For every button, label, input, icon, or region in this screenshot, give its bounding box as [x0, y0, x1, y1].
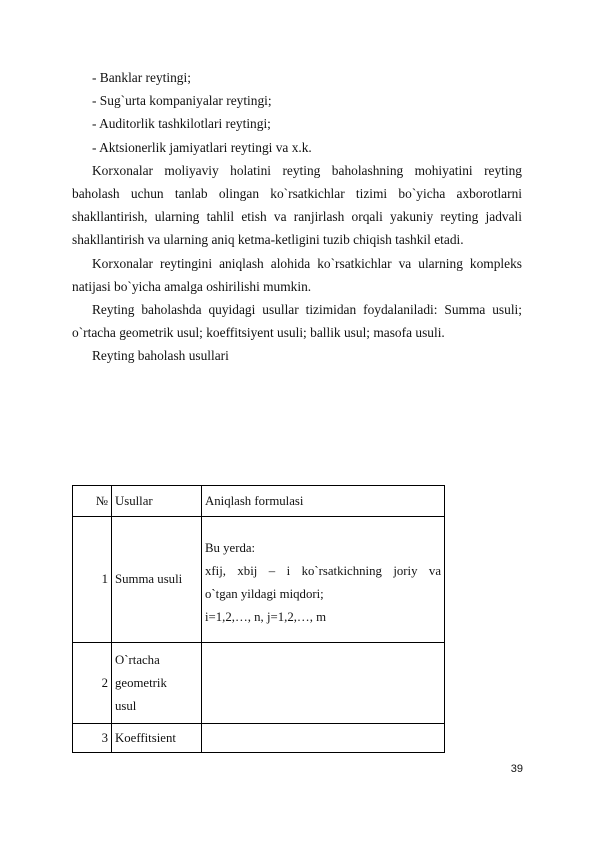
paragraph: Reyting baholashda quyidagi usullar tizimidan foydalaniladi: Summa usuli; o`rtacha geometrik usul; koeffitsiyent usuli; ballik usul; masofa usuli. — [72, 302, 522, 341]
method-name: Koeffitsient — [112, 724, 202, 753]
table-caption: Reyting baholash usullari — [92, 348, 229, 364]
formula-line: o`tgan yildagi miqdori; — [205, 587, 324, 601]
header-number: № — [73, 486, 112, 517]
paragraph: Korxonalar reytingini aniqlash alohida ko`rsatkichlar va ularning kompleks natijasi bo`yicha amalga oshirilishi mumkin. — [72, 255, 522, 294]
table-row — [73, 517, 445, 643]
list-item: - Auditorlik tashkilotlari reytingi; — [92, 116, 271, 132]
header-methods: Usullar — [112, 486, 202, 517]
formula-line: Bu yerda: — [205, 541, 256, 555]
method-name-line: usul — [115, 698, 137, 713]
list-item: - Sug`urta kompaniyalar reytingi; — [92, 93, 272, 109]
body-text — [72, 66, 522, 368]
row-number: 2 — [73, 643, 112, 724]
paragraph: Korxonalar moliyaviy holatini reyting baholashning mohiyatini reyting baholash uchun tanlab olingan ko`rsatkichlar tizimi bo`yicha axborotlarni shakllantirish, ularning tahlil etish va ranjirlash orqali yakuniy reyting jadvali shakllantirish va ularning aniq ketma-ketligini tuzib chiqish tashkil etadi. — [72, 162, 522, 248]
formula-cell — [202, 517, 445, 643]
row-number: 3 — [73, 724, 112, 753]
method-name-line: O`rtacha — [115, 652, 160, 667]
table-header-row — [73, 486, 445, 517]
table-row — [73, 643, 445, 724]
formula-line: i=1,2,…, n, j=1,2,…, m — [205, 610, 327, 624]
method-name — [112, 643, 202, 724]
method-name: Summa usuli — [112, 517, 202, 643]
row-number: 1 — [73, 517, 112, 643]
header-formula: Aniqlash formulasi — [202, 486, 445, 517]
table-row — [73, 724, 445, 753]
list-item: - Aktsionerlik jamiyatlari reytingi va x.k. — [92, 139, 312, 155]
page-number: 39 — [510, 763, 523, 775]
method-name-line: geometrik — [115, 675, 167, 690]
formula-cell — [202, 643, 445, 724]
formula-cell — [202, 724, 445, 753]
formula-line: xfij, xbij – i ko`rsatkichning joriy va — [205, 564, 441, 578]
methods-table — [72, 485, 445, 753]
list-item: - Banklar reytingi; — [92, 70, 191, 85]
